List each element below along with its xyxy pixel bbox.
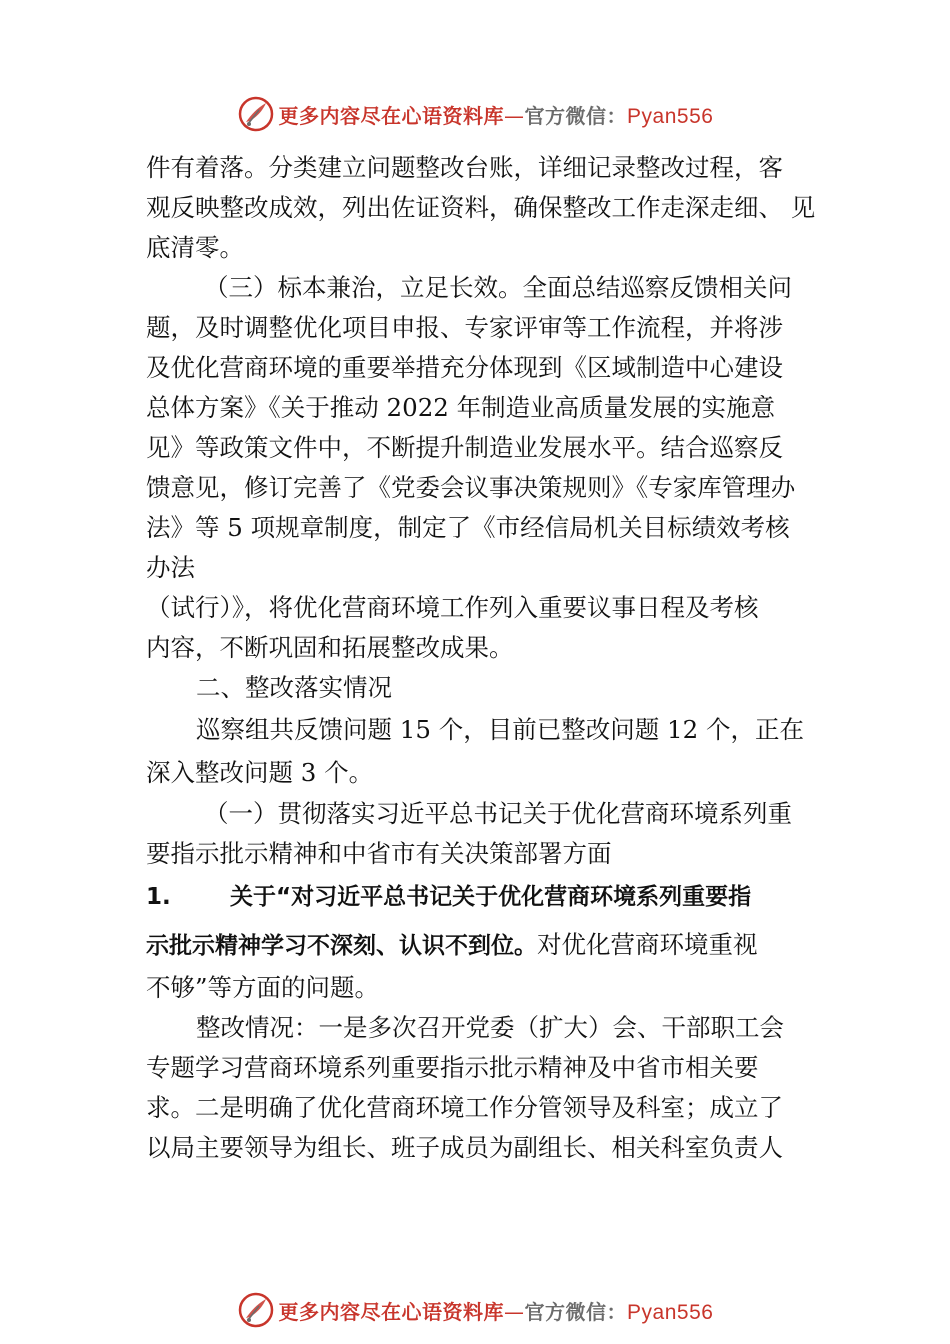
body-line: 不够”等方面的问题。 <box>146 973 380 1002</box>
watermark-label: 官方微信： <box>524 103 628 128</box>
body-line: 要指示批示精神和中省市有关决策部署方面 <box>146 839 612 868</box>
body-line: 专题学习营商环境系列重要指示批示精神及中省市相关要 <box>146 1053 759 1082</box>
item-normal-text: 对优化营商环境重视 <box>537 930 758 959</box>
watermark-separator: — <box>504 103 525 128</box>
body-line: 件有着落。分类建立问题整改台账，详细记录整改过程，客 <box>146 153 783 182</box>
quill-logo-icon <box>237 1291 275 1329</box>
item-number: 1. <box>146 884 171 910</box>
body-line: 内容，不断巩固和拓展整改成果。 <box>146 633 514 662</box>
watermark-brand: 更多内容尽在心语资料库 <box>278 103 505 128</box>
body-line: 馈意见，修订完善了《党委会议事决策规则》《专家库管理办 <box>146 473 796 502</box>
item-one-heading <box>146 874 826 921</box>
watermark-brand: 更多内容尽在心语资料库 <box>278 1299 505 1324</box>
watermark-wechat-id: Pyan556 <box>627 104 714 128</box>
body-line: 以局主要领导为组长、班子成员为副组长、相关科室负责人 <box>146 1133 783 1162</box>
body-line: 法》等 5 项规章制度，制定了《市经信局机关目标绩效考核 <box>146 513 790 542</box>
section-three-paragraph-start: （三）标本兼治，立足长效。全面总结巡察反馈相关问 <box>204 273 792 302</box>
body-line: 总体方案》《关于推动 2022 年制造业高质量发展的实施意 <box>146 393 776 422</box>
quill-logo-icon <box>237 95 275 133</box>
watermark-separator: — <box>504 1299 525 1324</box>
watermark-footer <box>0 1290 950 1330</box>
watermark-text <box>279 100 714 129</box>
document-body <box>146 148 826 1168</box>
body-line: 观反映整改成效，列出佐证资料，确保整改工作走深走细、 见 <box>146 193 816 222</box>
subsection-heading-one: （一）贯彻落实习近平总书记关于优化营商环境系列重 <box>204 799 792 828</box>
body-line: （试行）》，将优化营商环境工作列入重要议事日程及考核 <box>146 593 759 622</box>
body-line: 题，及时调整优化项目申报、专家评审等工作流程，并将涉 <box>146 313 783 342</box>
summary-line: 巡察组共反馈问题 15 个，目前已整改问题 12 个，正在 <box>196 715 804 744</box>
item-bold-line: 示批示精神学习不深刻、认识不到位。 <box>146 933 537 959</box>
watermark-wechat-id: Pyan556 <box>627 1300 714 1324</box>
item-bold-line: 关于“对习近平总书记关于优化营商环境系列重要指 <box>230 884 752 910</box>
watermark-text <box>279 1296 714 1325</box>
body-line: 底清零。 <box>146 233 244 262</box>
watermark-label: 官方微信： <box>524 1299 628 1324</box>
body-line: 办法 <box>146 553 195 582</box>
section-heading-two: 二、整改落实情况 <box>196 673 392 702</box>
body-line: 求。二是明确了优化营商环境工作分管领导及科室；成立了 <box>146 1093 783 1122</box>
watermark-header <box>0 94 950 134</box>
summary-line: 深入整改问题 3 个。 <box>146 758 374 787</box>
body-line: 见》等政策文件中，不断提升制造业发展水平。结合巡察反 <box>146 433 783 462</box>
item-one-heading-cont <box>146 921 826 968</box>
rectification-paragraph-start: 整改情况：一是多次召开党委（扩大）会、干部职工会 <box>196 1013 784 1042</box>
body-line: 及优化营商环境的重要举措充分体现到《区域制造中心建设 <box>146 353 783 382</box>
